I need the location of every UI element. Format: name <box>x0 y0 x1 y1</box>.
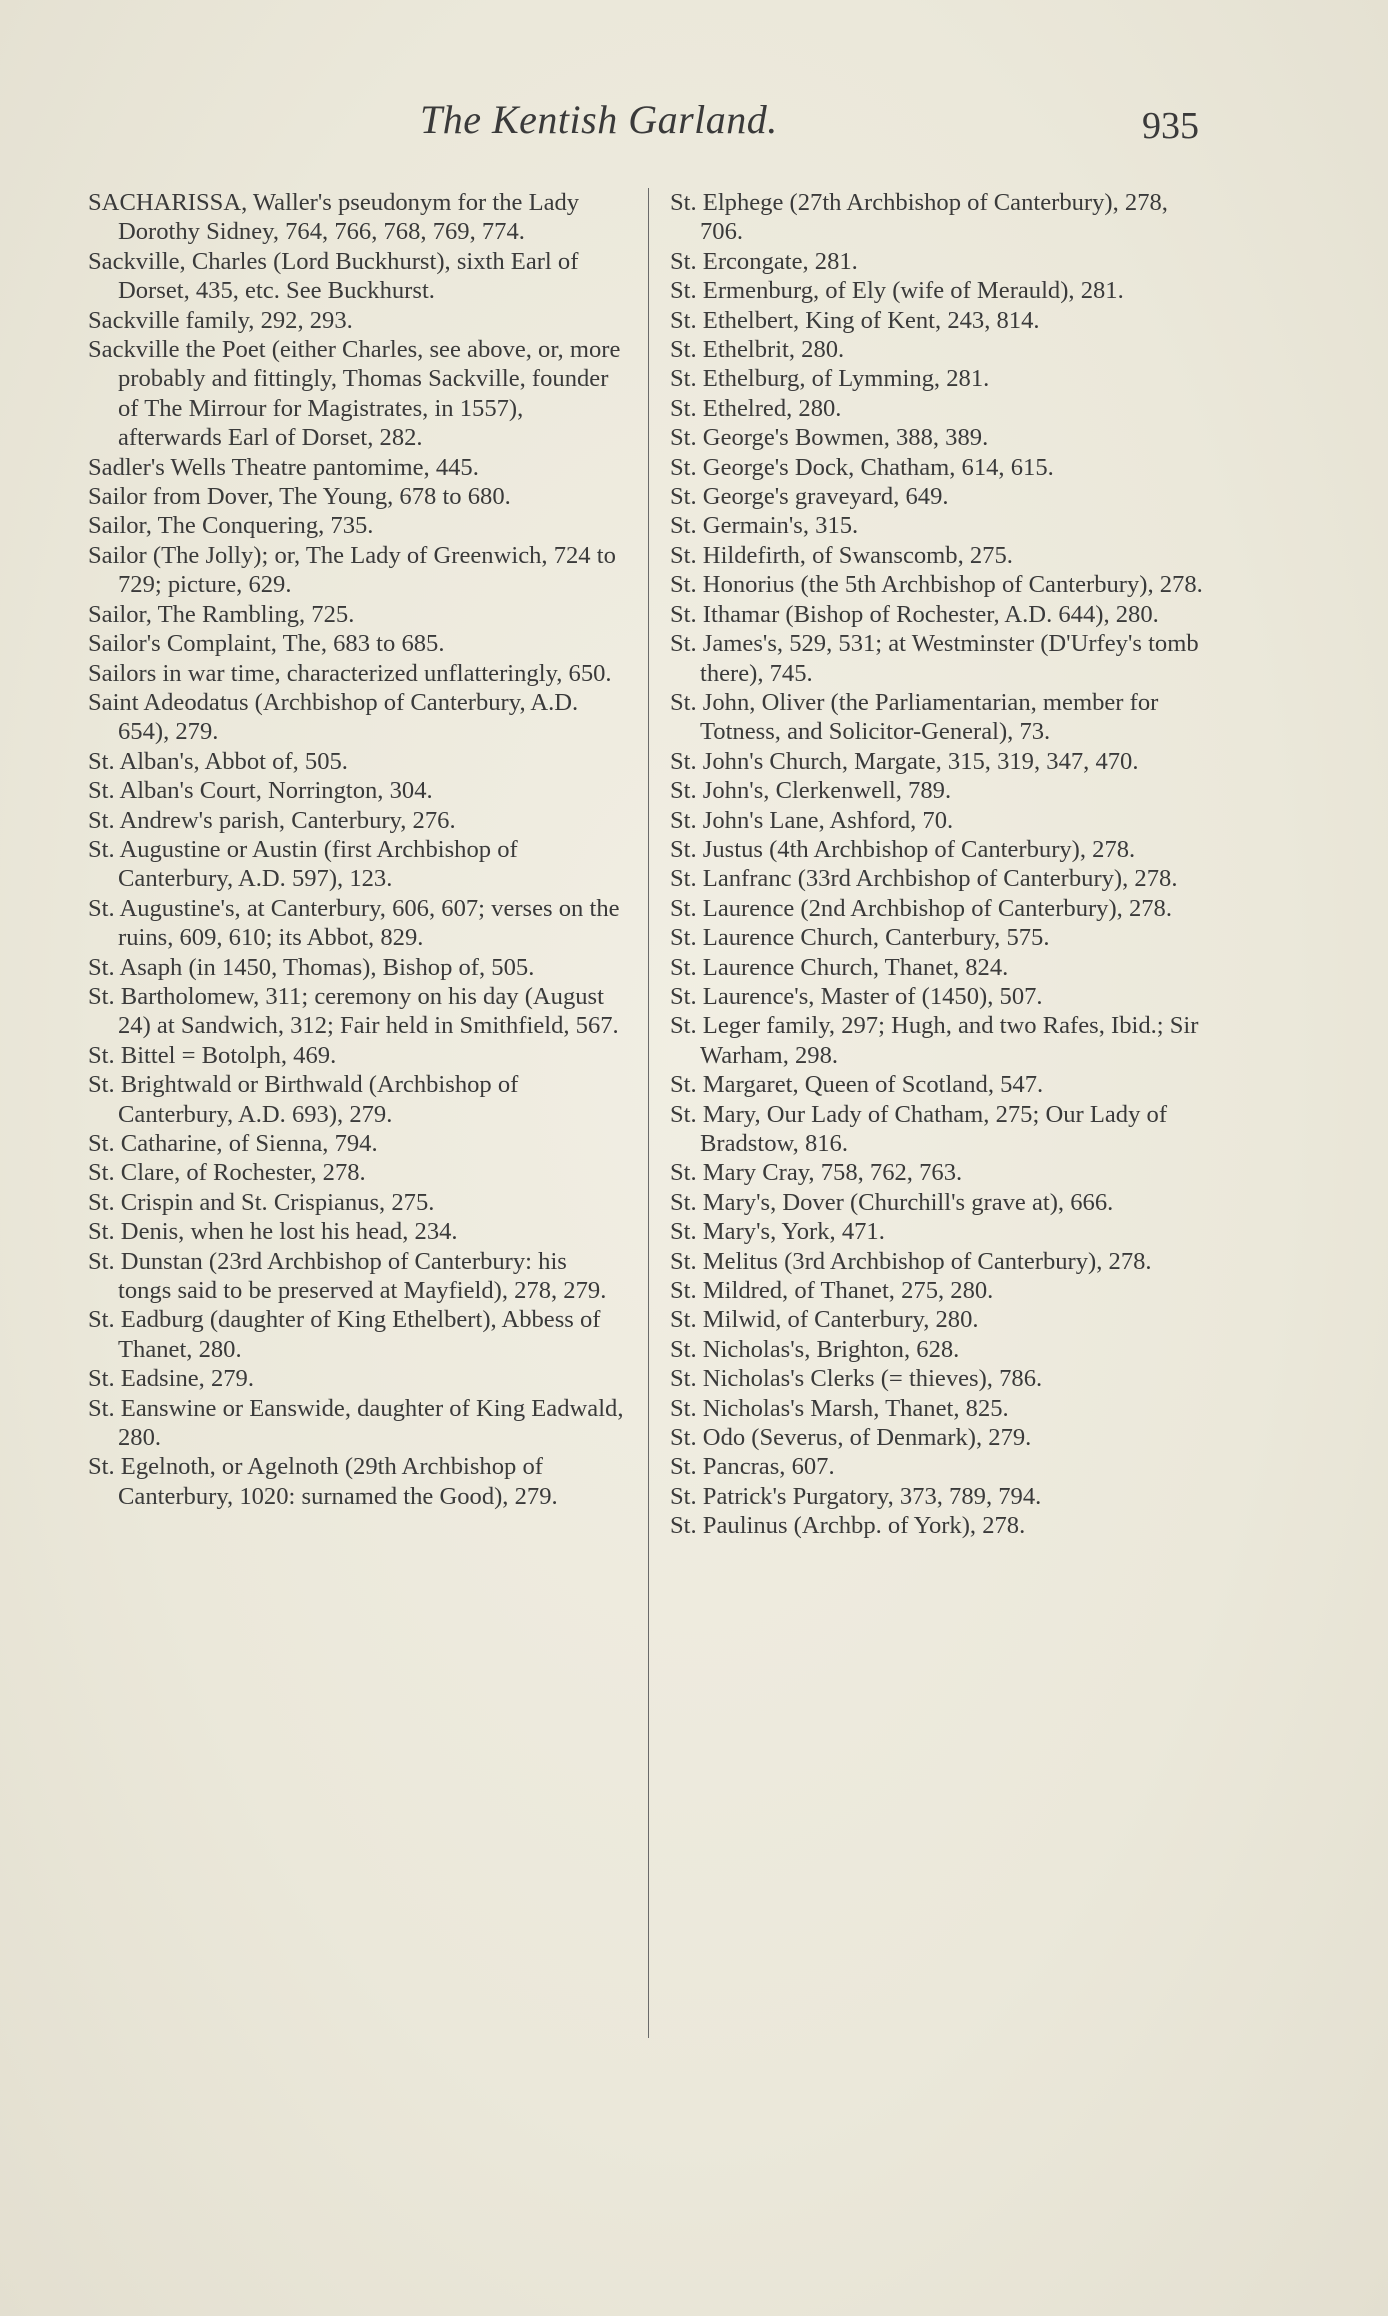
index-entry: St. Leger family, 297; Hugh, and two Rafes, Ibid.; Sir Warham, 298. <box>670 1012 1199 1069</box>
index-entry: St. Ethelbrit, 280. <box>670 336 845 364</box>
index-entry: St. John's, Clerkenwell, 789. <box>670 777 952 805</box>
index-entry: Sadler's Wells Theatre pantomime, 445. <box>88 453 479 481</box>
index-entry: St. Laurence (2nd Archbishop of Canterbury), 278. <box>670 894 1172 922</box>
index-entry: St. Melitus (3rd Archbishop of Canterbury), 278. <box>670 1247 1152 1275</box>
index-entry: St. George's graveyard, 649. <box>670 483 949 511</box>
index-entry: St. Crispin and St. Crispianus, 275. <box>88 1188 435 1216</box>
index-entry: St. Dunstan (23rd Archbishop of Canterbury: his tongs said to be preserved at Mayfield), 278, 279. <box>88 1247 607 1305</box>
index-entry: St. Mary's, Dover (Churchill's grave at), 666. <box>670 1188 1114 1216</box>
index-entry: St. Ithamar (Bishop of Rochester, A.D. 644), 280. <box>670 600 1159 628</box>
index-entry: Sackville the Poet (either Charles, see above, or, more probably and fittingly, Thomas Sackville, founder of The Mirrour for Magistrates, in 1557), afterwards Earl of Dorset, 282. <box>88 336 621 452</box>
index-entry: St. Augustine or Austin (first Archbishop of Canterbury, A.D. 597), 123. <box>88 835 518 893</box>
index-entry: St. Augustine's, at Canterbury, 606, 607; verses on the ruins, 609, 610; its Abbot, 829. <box>88 894 620 952</box>
index-entry: St. John's Church, Margate, 315, 319, 347, 470. <box>670 747 1139 775</box>
index-entry: St. Bartholomew, 311; ceremony on his day (August 24) at Sandwich, 312; Fair held in Smithfield, 567. <box>88 982 619 1040</box>
index-entry: St. Catharine, of Sienna, 794. <box>88 1130 378 1157</box>
index-entry: St. Justus (4th Archbishop of Canterbury), 278. <box>670 835 1136 863</box>
index-entry: St. George's Bowmen, 388, 389. <box>670 424 989 452</box>
index-entry: St. Ethelburg, of Lymming, 281. <box>670 365 990 393</box>
index-column-left <box>88 188 626 1511</box>
index-entry: St. Alban's Court, Norrington, 304. <box>88 777 433 805</box>
index-entry: Sackville, Charles (Lord Buckhurst), sixth Earl of Dorset, 435, etc. See Buckhurst. <box>88 247 579 305</box>
index-entry: Sailor's Complaint, The, 683 to 685. <box>88 630 445 658</box>
index-entry: St. Elphege (27th Archbishop of Canterbury), 278, 706. <box>670 189 1168 246</box>
index-entry: St. George's Dock, Chatham, 614, 615. <box>670 453 1054 481</box>
index-entry: St. Ermenburg, of Ely (wife of Merauld), 281. <box>670 277 1124 305</box>
index-entry: Sailor (The Jolly); or, The Lady of Greenwich, 724 to 729; picture, 629. <box>88 541 616 599</box>
index-entry: St. Patrick's Purgatory, 373, 789, 794. <box>670 1482 1042 1510</box>
index-entry: St. James's, 529, 531; at Westminster (D'Urfey's tomb there), 745. <box>670 630 1199 687</box>
index-entry: St. Nicholas's, Brighton, 628. <box>670 1335 960 1363</box>
index-entry: St. Germain's, 315. <box>670 512 859 540</box>
index-entry: St. Milwid, of Canterbury, 280. <box>670 1306 979 1334</box>
index-entry: St. Andrew's parish, Canterbury, 276. <box>88 806 456 834</box>
index-entry: St. Laurence Church, Thanet, 824. <box>670 953 1009 981</box>
index-entry: Saint Adeodatus (Archbishop of Canterbury, A.D. 654), 279. <box>88 688 579 746</box>
index-entry: Sailor from Dover, The Young, 678 to 680. <box>88 483 511 511</box>
index-entry: St. Mary, Our Lady of Chatham, 275; Our Lady of Bradstow, 816. <box>670 1100 1168 1157</box>
index-entry: St. Odo (Severus, of Denmark), 279. <box>670 1424 1032 1452</box>
index-entry: St. Eanswine or Eanswide, daughter of King Eadwald, 280. <box>88 1394 624 1452</box>
index-entry: St. Laurence's, Master of (1450), 507. <box>670 982 1043 1010</box>
index-entry: St. Mildred, of Thanet, 275, 280. <box>670 1277 994 1305</box>
index-entry: St. John's Lane, Ashford, 70. <box>670 806 954 834</box>
index-entry: Sailors in war time, characterized unflatteringly, 650. <box>88 659 612 687</box>
index-entry: St. Denis, when he lost his head, 234. <box>88 1218 458 1246</box>
index-entry: St. Nicholas's Marsh, Thanet, 825. <box>670 1394 1009 1422</box>
index-entry: St. Mary's, York, 471. <box>670 1218 885 1246</box>
index-entry: St. Laurence Church, Canterbury, 575. <box>670 924 1050 952</box>
index-entry: St. Brightwald or Birthwald (Archbishop of Canterbury, A.D. 693), 279. <box>88 1071 519 1128</box>
index-entry: SACHARISSA, Waller's pseudonym for the Lady Dorothy Sidney, 764, 766, 768, 769, 774. <box>88 189 580 246</box>
index-entry: Sailor, The Rambling, 725. <box>88 600 355 628</box>
index-entry: St. Clare, of Rochester, 278. <box>88 1159 366 1187</box>
index-entry: St. Ercongate, 281. <box>670 247 858 275</box>
index-entry: St. Paulinus (Archbp. of York), 278. <box>670 1512 1026 1540</box>
index-entry: Sailor, The Conquering, 735. <box>88 512 374 540</box>
index-entry: St. Eadburg (daughter of King Ethelbert), Abbess of Thanet, 280. <box>88 1306 601 1363</box>
index-entry: St. Hildefirth, of Swanscomb, 275. <box>670 541 1013 569</box>
index-entry: St. Pancras, 607. <box>670 1453 835 1481</box>
page-number: 935 <box>1142 105 1199 147</box>
index-entry: Sackville family, 292, 293. <box>88 306 353 334</box>
running-head: The Kentish Garland. <box>420 97 778 142</box>
index-entry: St. Ethelred, 280. <box>670 394 842 422</box>
index-entry: St. Alban's, Abbot of, 505. <box>88 747 348 775</box>
index-entry: St. John, Oliver (the Parliamentarian, member for Totness, and Solicitor-General), 73. <box>670 688 1159 746</box>
index-entry: St. Nicholas's Clerks (= thieves), 786. <box>670 1365 1043 1393</box>
index-entry: St. Margaret, Queen of Scotland, 547. <box>670 1071 1044 1099</box>
index-entry: St. Honorius (the 5th Archbishop of Canterbury), 278. <box>670 571 1203 599</box>
index-entry: St. Lanfranc (33rd Archbishop of Canterbury), 278. <box>670 865 1178 893</box>
index-entry: St. Ethelbert, King of Kent, 243, 814. <box>670 306 1040 334</box>
index-entry: St. Asaph (in 1450, Thomas), Bishop of, 505. <box>88 953 535 981</box>
index-entry: St. Egelnoth, or Agelnoth (29th Archbishop of Canterbury, 1020: surnamed the Good), 279. <box>88 1453 558 1510</box>
index-entry: St. Eadsine, 279. <box>88 1365 254 1393</box>
index-column-right <box>670 188 1212 1541</box>
index-entry: St. Mary Cray, 758, 762, 763. <box>670 1159 963 1187</box>
index-entry: St. Bittel = Botolph, 469. <box>88 1041 337 1069</box>
column-divider <box>648 188 649 2038</box>
